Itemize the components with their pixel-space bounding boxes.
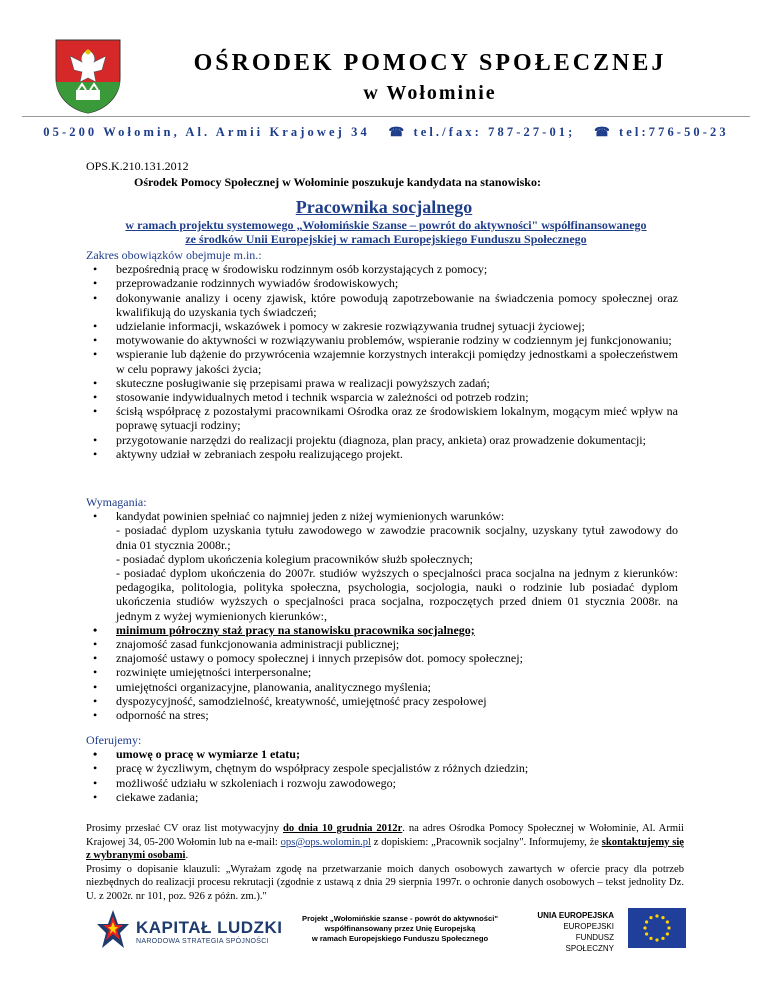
eu-star-icon (645, 920, 648, 923)
project-info-line: współfinansowany przez Unię Europejską (324, 924, 476, 933)
job-title: Pracownika socjalnego (295, 197, 473, 217)
list-item (116, 509, 678, 623)
consent-clause: Prosimy o dopisanie klauzuli: „Wyrażam zgodę na przetwarzanie moich danych osobowych zawartych w ofercie pracy dla potrzeb niezbędnych do realizacji procesu rekrutacji (zgodnie z ustawą z dnia 29 sierpnia 1997r. o ochronie danych osobowych – tekst jednolity Dz. U. z 2002r. nr 101, poz. 926 z późn. zm.)." (86, 863, 684, 902)
duties-title: Zakres obowiązków obejmuje m.in.: (86, 248, 262, 262)
kapital-ludzki-subtitle: NARODOWA STRATEGIA SPÓJNOŚCI (136, 938, 269, 945)
closing-paragraph-1 (86, 822, 684, 863)
project-line-2: ze środków Unii Europejskiej w ramach Europejskiego Funduszu Społecznego (185, 232, 587, 246)
eu-star-icon (643, 926, 646, 929)
header-divider (22, 116, 750, 117)
eu-star-icon (666, 920, 669, 923)
condition: - posiadać dyplom ukończenia kolegium pracowników służb społecznych; (116, 551, 473, 566)
footer-logos (90, 904, 690, 964)
eu-star-icon (661, 916, 664, 919)
institution-name: OŚRODEK POMOCY SPOŁECZNEJ (193, 50, 667, 76)
eu-star-icon (649, 937, 652, 940)
condition: - posiadać dyplom uzyskania tytułu zawodowego w zawodzie pracownik socjalny, uzyskany tytuł zawodowy do dnia 01 stycznia 2008r.; (116, 523, 678, 552)
list-item: • odporność na stres; (116, 708, 678, 722)
list-item: • pracę w życzliwym, chętnym do współpracy zespole specjalistów z różnych dziedzin; (116, 761, 678, 775)
address: 05-200 Wołomin, Al. Armii Krajowej 34 (43, 125, 370, 139)
eu-star-icon (667, 926, 670, 929)
eu-star-icon (645, 932, 648, 935)
intro-text: Ośrodek Pomocy Społecznej w Wołominie poszukuje kandydata na stanowisko: (134, 175, 541, 189)
project-info-line: w ramach Europejskiego Funduszu Społecznego (311, 934, 489, 943)
requirements-list (86, 509, 678, 722)
kapital-ludzki-name: KAPITAŁ LUDZKI (136, 918, 283, 937)
eu-text-line: FUNDUSZ SPOŁECZNY (565, 933, 614, 953)
list-item: • skuteczne posługiwanie się przepisami prawa w realizacji powyższych zadań; (116, 376, 678, 390)
closing-text-part: Prosimy przesłać CV oraz list motywacyjny (86, 823, 283, 834)
institution-city: w Wołominie (363, 82, 497, 104)
offer-title: Oferujemy: (86, 733, 142, 747)
condition: - posiadać dyplom ukończenia do 2007r. studiów wyższych o specjalności praca socjalna na jednym z kierunków: pedagogika, politologia, polityka społeczna, psychologia, socjologia, nauki o rodzinie lub posiadać dyplom ukończenia studiów wyższych o specjalności praca socjalna, rozpoczętych przed dniem 01 stycznia 2008r. na jednym z wyżej wymienionych kierunków:, (116, 566, 678, 623)
offer-section (86, 733, 678, 804)
list-item: • przeprowadzanie rodzinnych wywiadów środowiskowych; (116, 276, 678, 290)
eu-text-line: UNIA EUROPEJSKA (537, 911, 614, 920)
closing-text-part: z dopiskiem: „Pracownik socjalny". Informujemy, że (371, 836, 602, 848)
project-info-line: Projekt „Wołomińskie szanse - powrót do aktywności" (302, 914, 498, 923)
requirements-section (86, 495, 678, 722)
offer-list (86, 747, 678, 804)
contact-notice: skontaktujemy się z wybranymi osobami (86, 836, 684, 862)
deadline: do dnia 10 grudnia 2012r (282, 823, 403, 834)
list-item: • stosowanie indywidualnych metod i technik wsparcia w zależności od potrzeb rodzin; (116, 390, 678, 404)
eu-text-line: EUROPEJSKI (563, 922, 614, 931)
eu-text (530, 910, 614, 954)
list-item-key: • minimum półroczny staż pracy na stanowisku pracownika socjalnego; (116, 623, 678, 637)
reference-number: OPS.K.210.131.2012 (86, 159, 189, 173)
email-link[interactable]: ops@ops.wolomin.pl (280, 836, 372, 848)
closing-text-part: . na adres Ośrodka Pomocy Społecznej w Wołominie, Al. Armii Krajowej 34, 05-200 Wołomin lub na e-mail: (86, 823, 684, 848)
list-item: • znajomość zasad funkcjonowania administracji publicznej; (116, 637, 678, 651)
eu-flag-icon (628, 908, 686, 948)
list-item: • przygotowanie narzędzi do realizacji projektu (diagnoza, plan pracy, ankieta) oraz prowadzenie dokumentacji; (116, 433, 678, 447)
list-item: • rozwinięte umiejętności interpersonalne; (116, 665, 678, 679)
list-item: • udzielanie informacji, wskazówek i pomocy w zakresie rozwiązywania trudnej sytuacji życiowej; (116, 319, 678, 333)
list-item: • możliwość udziału w szkoleniach i rozwoju zawodowego; (116, 776, 678, 790)
list-item: • aktywny udział w zebraniach zespołu realizującego projekt. (116, 447, 678, 461)
list-item: • ścisłą współpracę z pozostałymi pracownikami Ośrodka oraz ze środowiskiem lokalnym, mogącym mieć wpływ na poprawę sytuacji rodziny; (116, 404, 678, 432)
phone: ☎ tel:776-50-23 (594, 125, 729, 139)
requirements-title: Wymagania: (86, 495, 147, 509)
eu-star-icon (666, 932, 669, 935)
duties-section (86, 248, 678, 461)
list-item: • motywowanie do aktywności w rozwiązywaniu problemów, wspieranie rodziny w codziennym jej funkcjonowaniu; (116, 333, 678, 347)
eu-star-icon (655, 938, 658, 941)
project-line-1: w ramach projektu systemowego „Wołomińskie Szanse – powrót do aktywności" współfinansowanego (125, 218, 647, 232)
eu-star-icon (655, 914, 658, 917)
phone-fax: ☎ tel./fax: 787-27-01; (388, 125, 576, 139)
list-item: • bezpośrednią pracę w środowisku rodzinnym osób korzystających z pomocy; (116, 262, 678, 276)
closing-text (86, 822, 684, 904)
kapital-ludzki-logo-icon (96, 908, 130, 952)
closing-text-part: . (185, 850, 189, 862)
eu-star-icon (649, 916, 652, 919)
list-item: • ciekawe zadania; (116, 790, 678, 804)
contact-line (22, 124, 750, 140)
project-info (285, 914, 515, 944)
duties-list (86, 262, 678, 461)
list-item: • wspieranie lub dążenie do przywrócenia wzajemnie korzystnych interakcji pomiędzy jednostkami a społeczeństwem w celu poprawy jakości życia; (116, 347, 678, 375)
requirements-lead: • kandydat powinien spełniać co najmniej jeden z niżej wymienionych warunków: (116, 509, 505, 524)
eu-star-icon (661, 937, 664, 940)
wolomin-crest-icon (52, 38, 124, 114)
list-item: • dokonywanie analizy i oceny zjawisk, które powodują zapotrzebowanie na świadczenia pomocy społecznej oraz kwalifikują do uzyskania tych świadczeń; (116, 291, 678, 319)
list-item: • umiejętności organizacyjne, planowania, analitycznego myślenia; (116, 680, 678, 694)
list-item-key: • umowę o pracę w wymiarze 1 etatu; (116, 747, 678, 761)
list-item: • znajomość ustawy o pomocy społecznej i innych przepisów dot. pomocy społecznej; (116, 651, 678, 665)
list-item: • dyspozycyjność, samodzielność, kreatywność, umiejętność pracy zespołowej (116, 694, 678, 708)
